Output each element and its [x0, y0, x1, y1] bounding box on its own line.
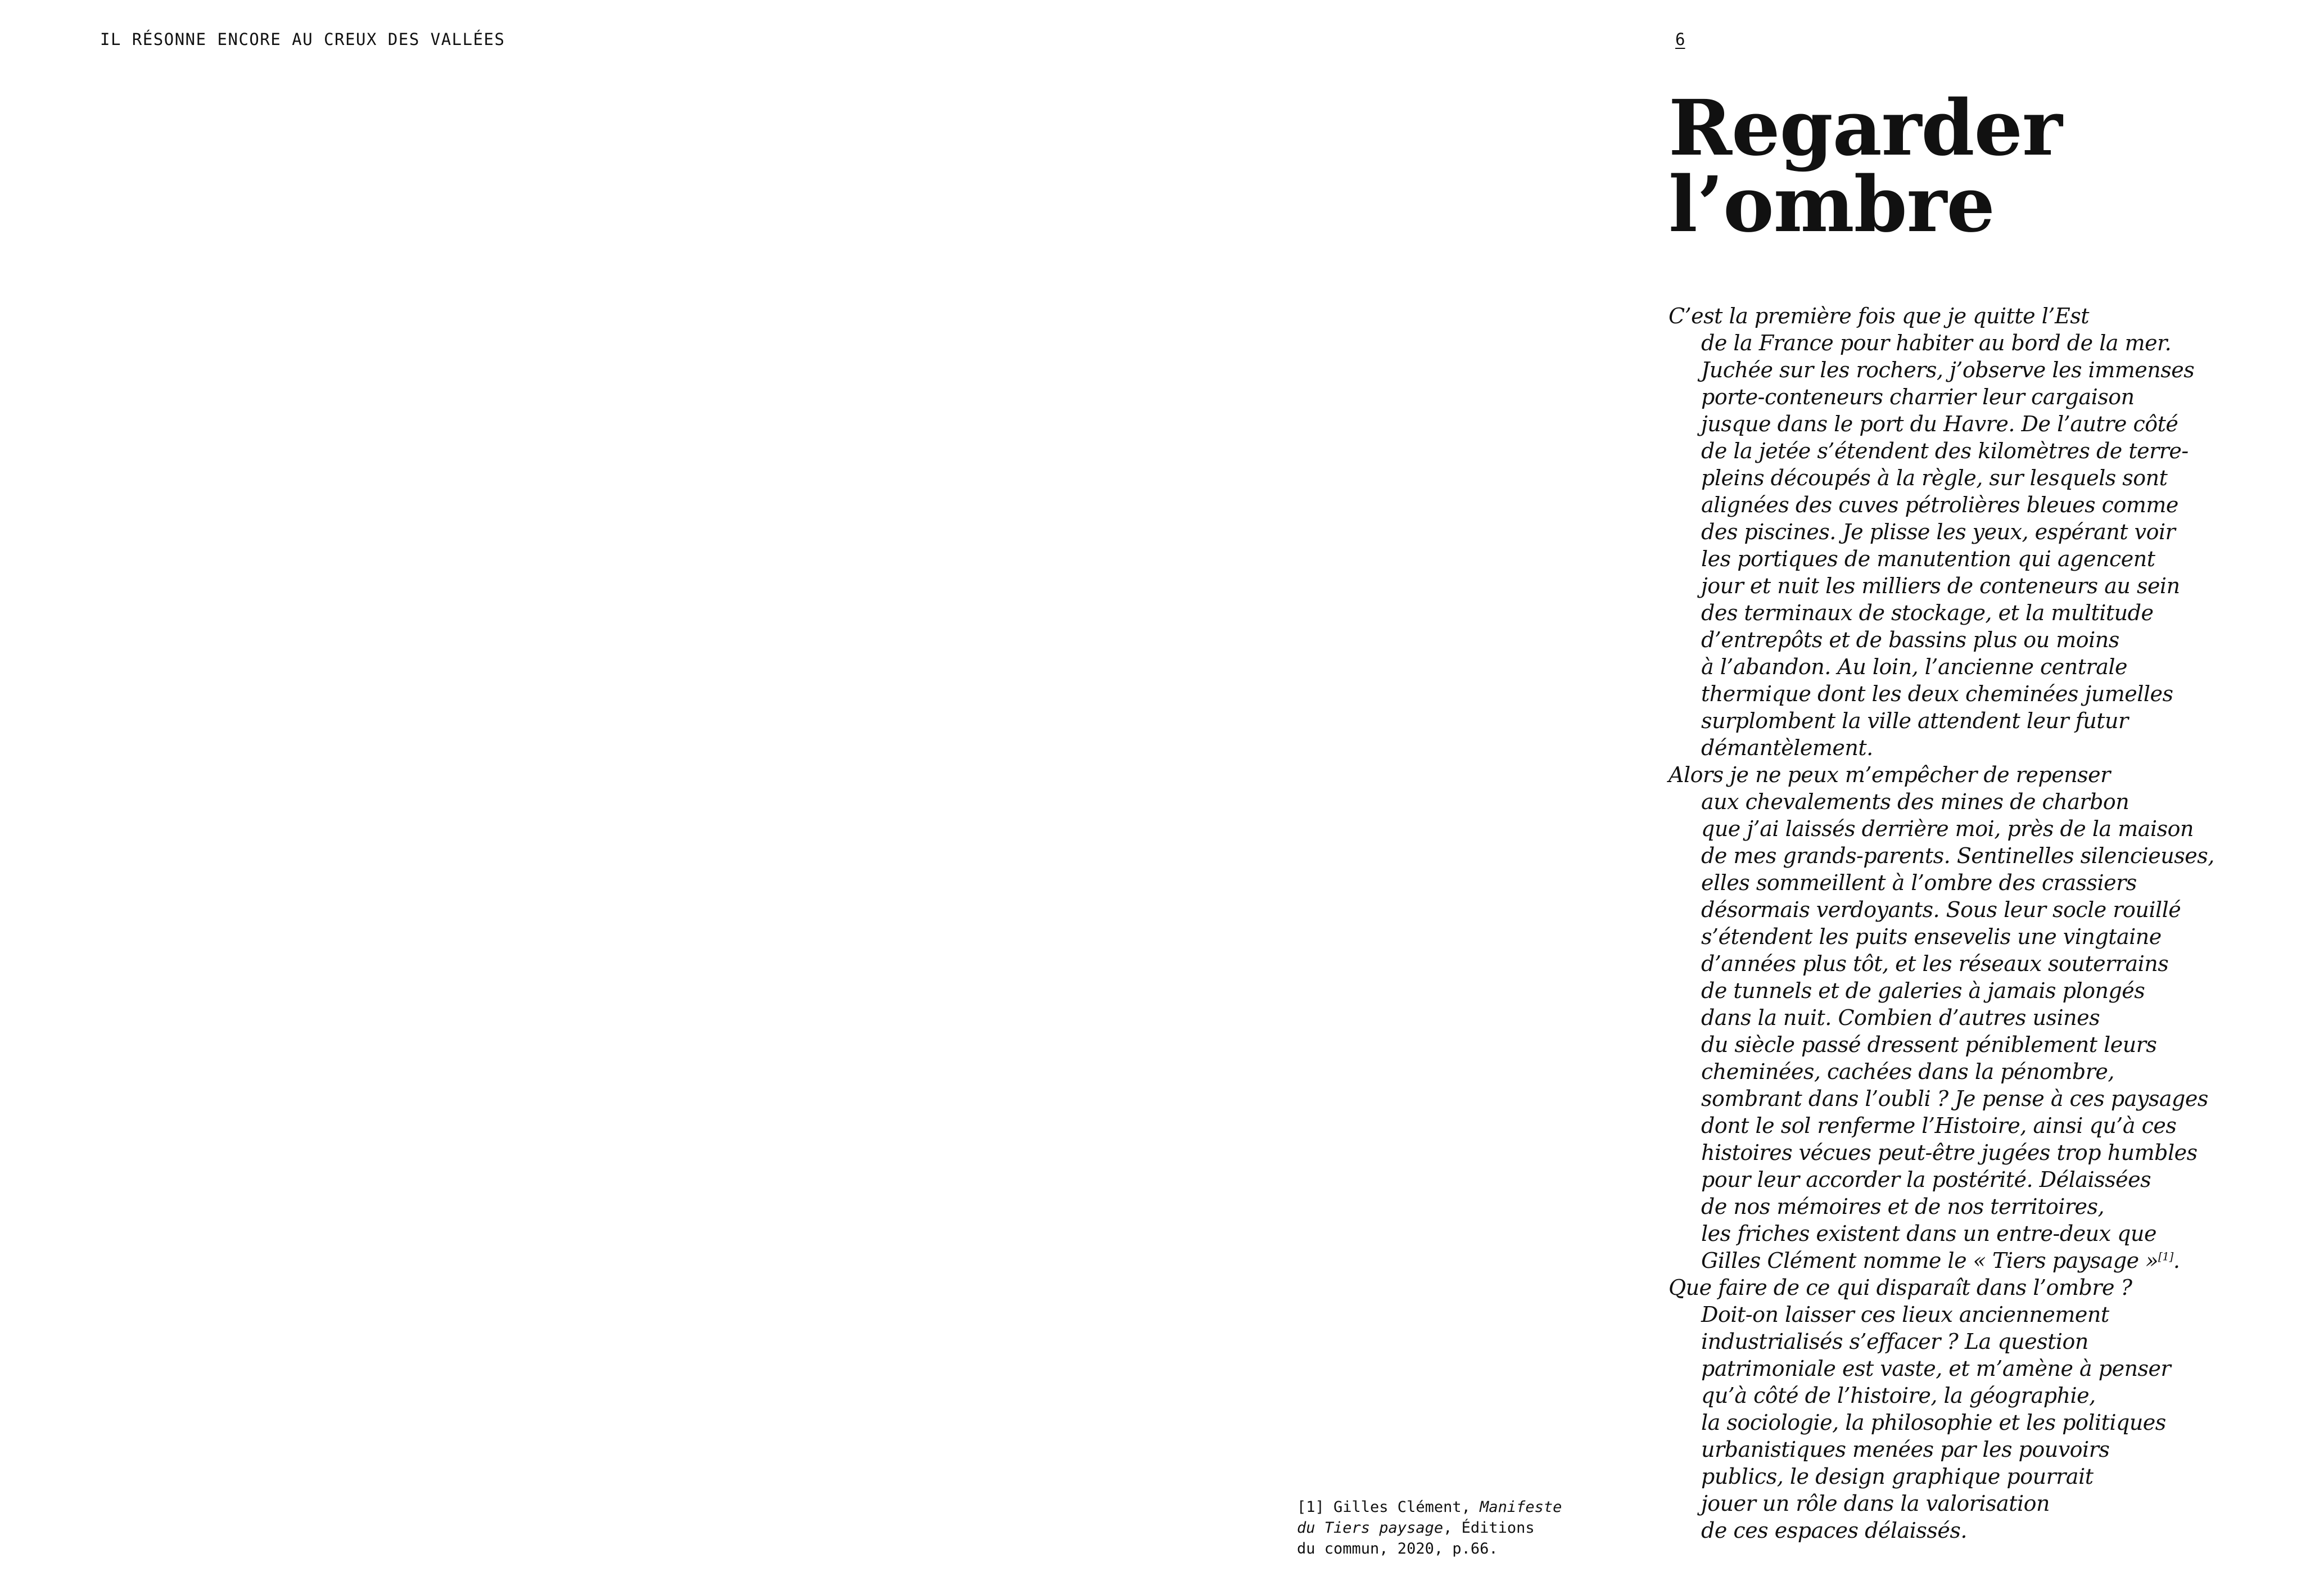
text-line: Que faire de ce qui disparaît dans l’ombre ?	[1669, 1275, 2132, 1300]
text-line: Alors je ne peux m’empêcher de repenser	[1669, 762, 2110, 787]
text-line: alignées des cuves pétrolières bleues comme	[1701, 493, 2178, 517]
title-line-2: l’ombre	[1669, 160, 1995, 250]
text-line: Doit-on laisser ces lieux anciennement	[1701, 1302, 2109, 1327]
text-line: cheminées, cachées dans la pénombre,	[1701, 1059, 2114, 1084]
paragraph-3	[1669, 1274, 2242, 1544]
text-line: jouer un rôle dans la valorisation	[1701, 1491, 2050, 1516]
punctuation: .	[2173, 1248, 2180, 1273]
text-line: s’étendent les puits ensevelis une vingtaine	[1701, 924, 2162, 949]
text-line: patrimoniale est vaste, et m’amène à penser	[1701, 1356, 2171, 1381]
page-title	[1669, 83, 2062, 250]
paragraph-2	[1669, 761, 2242, 1274]
text-line: les friches existent dans un entre-deux que	[1701, 1221, 2156, 1246]
text-line: porte-conteneurs charrier leur cargaison	[1701, 385, 2135, 409]
text-line: qu’à côté de l’histoire, la géographie,	[1701, 1383, 2096, 1408]
text-line: que j’ai laissés derrière moi, près de la maison	[1701, 816, 2194, 841]
text-line: dans la nuit. Combien d’autres usines	[1701, 1005, 2100, 1030]
text-line: dont le sol renferme l’Histoire, ainsi qu’à ces	[1701, 1113, 2177, 1138]
text-line: d’années plus tôt, et les réseaux souterrains	[1701, 951, 2169, 976]
text-line: industrialisés s’effacer ? La question	[1701, 1329, 2088, 1354]
text-line: de tunnels et de galeries à jamais plongés	[1701, 978, 2145, 1003]
text-line	[1669, 1247, 2242, 1274]
text-line: sombrant dans l’oubli ? Je pense à ces paysages	[1701, 1086, 2208, 1111]
text-line: surplombent la ville attendent leur futur	[1701, 708, 2128, 733]
text-line: d’entrepôts et de bassins plus ou moins	[1701, 627, 2119, 652]
text-line: les portiques de manutention qui agencent	[1701, 547, 2155, 571]
text-line: de mes grands-parents. Sentinelles silencieuses,	[1701, 843, 2214, 868]
text-line: pleins découpés à la règle, sur lesquels sont	[1701, 466, 2168, 490]
text-line: de ces espaces délaissés.	[1701, 1518, 1967, 1543]
footnote-line: du commun, 2020, p.66.	[1297, 1540, 1498, 1557]
text-line: du siècle passé dressent péniblement leurs	[1701, 1032, 2157, 1057]
text-line: aux chevalements des mines de charbon	[1701, 789, 2129, 814]
running-head: IL RÉSONNE ENCORE AU CREUX DES VALLÉES	[100, 30, 505, 49]
page-number: 6	[1675, 30, 1685, 49]
text-line-content: Gilles Clément nomme le « Tiers paysage »	[1701, 1248, 2158, 1273]
text-line: à l’abandon. Au loin, l’ancienne centrale	[1701, 654, 2127, 679]
text-line: Juchée sur les rochers, j’observe les immenses	[1701, 358, 2195, 382]
body-text	[1669, 302, 2242, 1544]
text-line: des terminaux de stockage, et la multitude	[1701, 600, 2154, 625]
text-line: elles sommeillent à l’ombre des crassiers	[1701, 870, 2137, 895]
text-line: C’est la première fois que je quitte l’Est	[1669, 304, 2089, 328]
text-line: urbanistiques menées par les pouvoirs	[1701, 1437, 2110, 1462]
text-line: thermique dont les deux cheminées jumelles	[1701, 681, 2173, 706]
footnote-line	[1297, 1518, 1562, 1538]
text-line: histoires vécues peut-être jugées trop humbles	[1701, 1140, 2198, 1165]
text-line: pour leur accorder la postérité. Délaissées	[1701, 1167, 2151, 1192]
text-line: publics, le design graphique pourrait	[1701, 1464, 2094, 1489]
text-line: jusque dans le port du Havre. De l’autre côté	[1701, 412, 2178, 436]
text-line: de nos mémoires et de nos territoires,	[1701, 1194, 2105, 1219]
footnote-reference[interactable]: [1]	[2158, 1249, 2173, 1263]
text-line: de la France pour habiter au bord de la mer.	[1701, 331, 2172, 355]
text-line: désormais verdoyants. Sous leur socle rouillé	[1701, 897, 2181, 922]
text-line: des piscines. Je plisse les yeux, espérant voir	[1701, 520, 2176, 544]
footnote-text: , Éditions	[1443, 1519, 1535, 1537]
footnote-book-title: du Tiers paysage	[1297, 1519, 1444, 1537]
footnote-book-title: Manifeste	[1480, 1498, 1562, 1516]
text-line: la sociologie, la philosophie et les politiques	[1701, 1410, 2166, 1435]
paragraph-1	[1669, 302, 2242, 761]
footnote	[1297, 1497, 1562, 1559]
text-line: jour et nuit les milliers de conteneurs au sein	[1701, 574, 2180, 598]
title-line-1: Regarder	[1669, 83, 2062, 173]
footnote-line	[1297, 1497, 1562, 1518]
text-line: de la jetée s’étendent des kilomètres de terre-	[1701, 439, 2189, 463]
text-line: démantèlement.	[1701, 735, 1873, 760]
footnote-text: [1] Gilles Clément,	[1297, 1498, 1480, 1516]
